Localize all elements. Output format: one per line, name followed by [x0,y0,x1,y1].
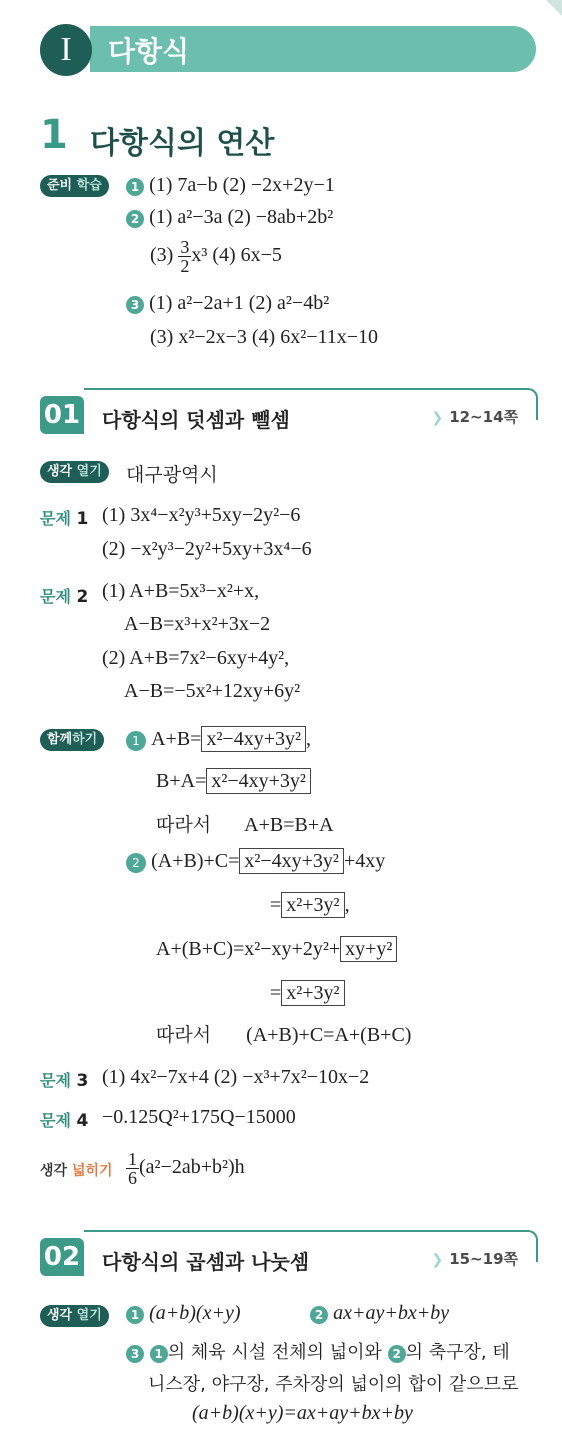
think-expand-label [40,1160,113,1180]
think-label-a: 생각 [47,1308,73,1323]
think-open-label-2 [40,1304,109,1327]
together-2-line2 [270,892,350,918]
corner-decoration [546,0,562,16]
marker-1-icon: 1 [126,178,144,196]
prep-q1-text: (1) 7a−b (2) −2x+2y−1 [149,174,335,196]
frac-num: 1 [128,1149,137,1169]
answer-box: x²+3y² [281,892,344,918]
prob-label: 문제 [40,1111,71,1130]
lesson-pages-text: 12~14쪽 [449,408,518,426]
t1-post: , [306,728,311,750]
lesson-pages [431,406,518,427]
chevron-right-icon: ❯ [431,1252,444,1268]
expand-label-b: 넓히기 [71,1163,113,1179]
prep-q3a [126,292,329,315]
lesson-tab: 02 [40,1238,84,1276]
frac-num: 3 [180,237,190,257]
fraction [178,238,191,275]
prep-q3a-text: (1) a²−2a+1 (2) a²−4b² [149,292,330,314]
marker-1-icon: 1 [126,731,146,751]
together-1-line3 [156,810,334,837]
prep-label-b: 학습 [76,178,102,193]
marker-1-icon: 1 [126,1306,144,1324]
prep-q2b [150,238,282,275]
problem-1-label [40,506,88,529]
prep-q2a [126,206,333,229]
prob-num: 4 [76,1111,89,1131]
marker-2-icon: 2 [310,1306,328,1324]
together-label [40,728,104,751]
prep-q3b: (3) x²−2x−3 (4) 6x²−11x−10 [150,326,379,348]
lesson-pages [431,1248,518,1269]
frac-den: 6 [128,1168,137,1188]
t2-post: +4xy [343,850,386,872]
problem-2-label [40,584,88,607]
think-open-label [40,460,109,483]
prep-q2a-text: (1) a²−3a (2) −8ab+2b² [149,206,334,228]
expand-post: (a²−2ab+b²)h [139,1156,245,1179]
prob-label: 문제 [40,509,71,528]
section-number: 1 [40,112,68,158]
comma: , [344,894,350,916]
expand-label-a: 생각 [40,1163,68,1179]
prob-num: 1 [76,509,89,529]
marker-3-icon: 3 [126,296,144,314]
lesson-01-header [40,396,536,436]
together-label-b: 하기 [72,732,98,747]
together-2-line3 [156,936,397,962]
think-label-b: 열기 [76,1308,102,1323]
section-title: 다항식의 연산 [90,126,275,161]
answer-box: xy+y² [340,936,397,962]
think-expand-answer [126,1150,245,1187]
prob-label: 문제 [40,1071,71,1090]
prep-q2b-pre: (3) [150,244,174,267]
chapter-banner [40,24,536,76]
think-answer: 대구광역시 [126,464,218,486]
think-label-b: 열기 [76,464,102,479]
chapter-numeral: I [40,24,92,76]
problem-2-line1: (1) A+B=5x³−x²+x, [102,580,260,602]
problem-3-text: (1) 4x²−7x+4 (2) −x³+7x²−10x−2 [102,1066,370,1088]
therefore-text: 따라서 [156,1024,212,1046]
problem-2-line4: A−B=−5x²+12xy+6y² [124,680,301,702]
answer-box: x²−4xy+3y² [239,848,344,874]
marker-2-icon: 2 [126,853,146,873]
eq-sign: = [270,982,282,1004]
t1-line2-pre: B+A= [156,770,207,792]
problem-1-line1: (1) 3x⁴−x²y³+5xy−2y²−6 [102,504,301,526]
problem-2-line2: A−B=x³+x²+3x−2 [124,613,271,635]
together-2-line5 [156,1020,411,1047]
a3-text1: 의 체육 시설 전체의 넓이와 [167,1342,382,1363]
lesson-title: 다항식의 덧셈과 뺄셈 [102,408,290,432]
lesson2-answer-3-line2: 니스장, 야구장, 주차장의 넓이의 합이 같으므로 [148,1374,519,1395]
prep-q2b-post: x³ (4) 6x−5 [191,244,282,267]
problem-1-line2: (2) −x²y³−2y²+5xy+3x⁴−6 [102,538,312,560]
prob-num: 3 [76,1071,89,1091]
a1-text: (a+b)(x+y) [149,1302,241,1324]
chapter-title: 다항식 [108,35,190,68]
a2-text: ax+ay+bx+by [333,1302,450,1324]
lesson2-answer-3-line1 [126,1338,510,1364]
problem-2-line3: (2) A+B=7x²−6xy+4y², [102,647,290,669]
answer-box: x²−4xy+3y² [201,726,306,752]
lesson2-answer-2 [310,1302,449,1325]
chevron-right-icon: ❯ [431,410,444,426]
prep-label-a: 준비 [47,178,73,193]
t1-conclusion: A+B=B+A [244,814,334,836]
lesson2-answer-1 [126,1302,240,1325]
therefore-text: 따라서 [156,814,212,836]
marker-3-icon: 3 [126,1345,144,1363]
a3-text2: 의 축구장, 테 [405,1342,510,1363]
prep-q1 [126,174,335,197]
problem-4-text: −0.125Q²+175Q−15000 [102,1106,296,1128]
answer-box: x²−4xy+3y² [206,768,311,794]
problem-3-label [40,1068,88,1091]
prep-label [40,174,109,197]
t2-conclusion: (A+B)+C=A+(B+C) [246,1024,412,1046]
t2-pre: (A+B)+C= [151,850,240,872]
answer-box: x²+3y² [281,980,344,1006]
marker-2-icon: 2 [388,1345,406,1363]
together-label-a: 함께 [47,732,73,747]
prob-label: 문제 [40,587,71,606]
together-1-line1 [126,726,311,752]
marker-2-icon: 2 [126,210,144,228]
lesson2-answer-3-line3: (a+b)(x+y)=ax+ay+bx+by [192,1402,413,1424]
eq-sign: = [270,894,282,916]
t2-line3-pre: A+(B+C)=x²−xy+2y²+ [156,938,341,960]
lesson-title: 다항식의 곱셈과 나눗셈 [102,1250,310,1274]
lesson-02-header [40,1238,536,1278]
think-label-a: 생각 [47,464,73,479]
together-1-line2 [156,768,311,794]
problem-4-label [40,1108,88,1131]
lesson-tab: 01 [40,396,84,434]
t1-pre: A+B= [151,728,202,750]
prob-num: 2 [76,587,89,607]
together-2-line1 [126,848,385,874]
fraction [126,1150,139,1187]
marker-1-icon: 1 [150,1345,168,1363]
together-2-line4 [270,980,345,1006]
frac-den: 2 [180,256,190,276]
lesson-pages-text: 15~19쪽 [449,1250,518,1268]
